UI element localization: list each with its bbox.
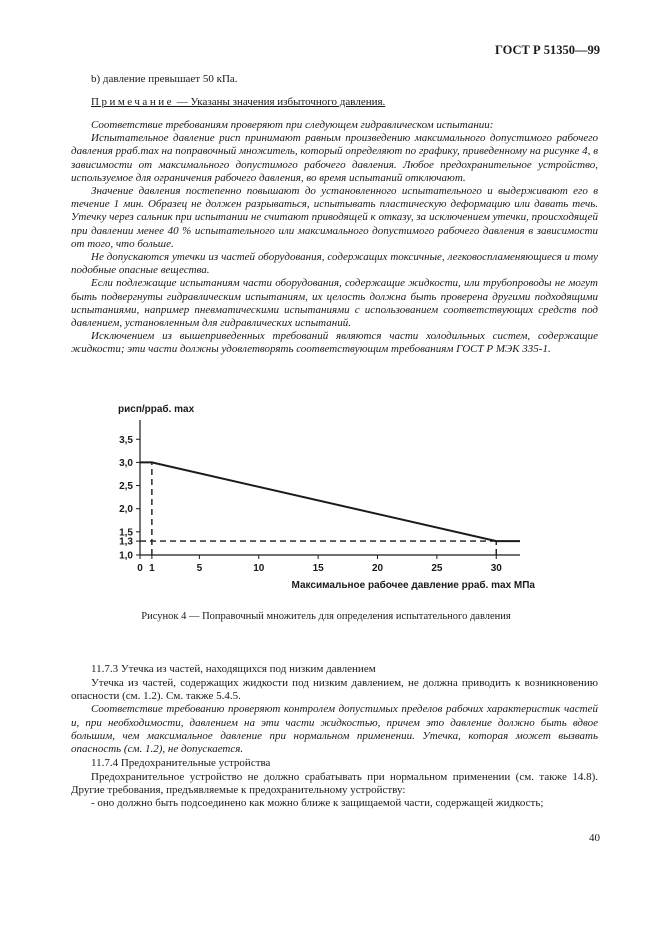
y-tick-label: 2,5 [119, 481, 133, 493]
note-label: Примечание [91, 96, 174, 108]
paragraph-block-3 [71, 771, 598, 811]
x-tick-label: 0 [137, 563, 143, 574]
y-tick-label: 3,5 [119, 434, 133, 446]
y-tick-label: 2,0 [119, 504, 133, 516]
paragraph: Не допускаются утечки из частей оборудования, содержащих токсичные, легковоспламеняющиеся и тому подобные опасные вещества. [71, 251, 598, 277]
y-tick-label: 1,5 [119, 527, 133, 539]
paragraph: Соответствие требованиям проверяют при следующем гидравлическом испытании: [91, 119, 494, 131]
note-text: — Указаны значения избыточного давления. [176, 96, 386, 108]
paragraph: Соответствие требованию проверяют контролем допустимых пределов рабочих характеристик частей и, при необходимости, давлением на эти части жидкостью, причем это давление должно быть вдвое большим, чем максимальное давление при нормальном применении. Утечка, которая может вызвать опасность (см. 1.2), не допускается. [71, 703, 598, 756]
paragraph: Предохранительное устройство не должно срабатывать при нормальном применении (см. также 14.8). Другие требования, предъявляемые к предохранительному устройству: [71, 771, 598, 797]
x-axis-label: Максимальное рабочее давление pраб. max МПа [291, 580, 535, 591]
figure-4-chart [80, 385, 580, 600]
x-tick-label: 1 [149, 563, 155, 574]
page-number: 40 [589, 832, 600, 844]
item-b: b) давление превышает 50 кПа. [91, 73, 238, 85]
x-tick-label: 30 [490, 563, 502, 574]
paragraph: - оно должно быть подсоединено как можно ближе к защищаемой части, содержащей жидкость; [91, 797, 544, 810]
paragraph: Испытательное давление pисп принимают равным произведению максимального допустимого рабочего давления pраб.max на поправочный множитель, который определяют по графику, приведенному на рисунке 4, в зависимости от максимального допустимого рабочего давления. Любое предохранительное устройство, используемое для ограничения рабочего давления, во время испытаний отключают. [71, 132, 598, 184]
figure-caption: Рисунок 4 — Поправочный множитель для определения испытательного давления [141, 611, 511, 622]
y-tick-label: 1,0 [119, 550, 133, 562]
x-tick-label: 5 [196, 563, 203, 574]
paragraph-block-1 [71, 119, 598, 357]
y-tick-label: 1,3 [119, 536, 133, 548]
x-tick-label: 25 [431, 563, 443, 574]
y-tick-label: 3,0 [119, 457, 133, 469]
paragraph: Значение давления постепенно повышают до установленного испытательного и выдерживают его в течение 1 мин. Образец не должен разрываться, испытывать пластическую деформацию или давать течь. Утечку через сальник при испытании не считают приводящей к отказу, за исключением утечки, происходящей при давлении менее 40 % испытательного или максимального допустимого рабочего давления в зависимости от того, что больше. [71, 185, 598, 250]
x-tick-label: 10 [253, 563, 265, 574]
paragraph: Исключением из вышеприведенных требований являются части холодильных систем, содержащие жидкости; эти части должны удовлетворять соответствующим требованиям ГОСТ Р МЭК 335-1. [71, 330, 598, 356]
section-11-7-3-title: 11.7.3 Утечка из частей, находящихся под низким давлением [91, 663, 376, 675]
paragraph: Утечка из частей, содержащих жидкости под низким давлением, не должна приводить к возникновению опасности (см. 1.2). См. также 5.4.5. [71, 677, 598, 703]
section-11-7-4-title: 11.7.4 Предохранительные устройства [91, 757, 271, 769]
y-axis-label: pисп/pраб. max [118, 404, 195, 415]
x-tick-label: 15 [312, 563, 324, 574]
x-tick-label: 20 [371, 563, 384, 574]
document-id: ГОСТ Р 51350—99 [494, 43, 600, 57]
paragraph: Если подлежащие испытаниям части оборудования, содержащие жидкости, или трубопроводы не могут быть подвергнуты гидравлическим испытаниям, их целость должна быть проверена другими подходящими испытаниями, например пневматическими испытаниями с использованием соответствующих средств под давлением, установленным для гидравлических испытаний. [71, 277, 598, 330]
paragraph-block-2 [71, 677, 598, 756]
series-line [140, 462, 520, 541]
note [91, 96, 611, 108]
